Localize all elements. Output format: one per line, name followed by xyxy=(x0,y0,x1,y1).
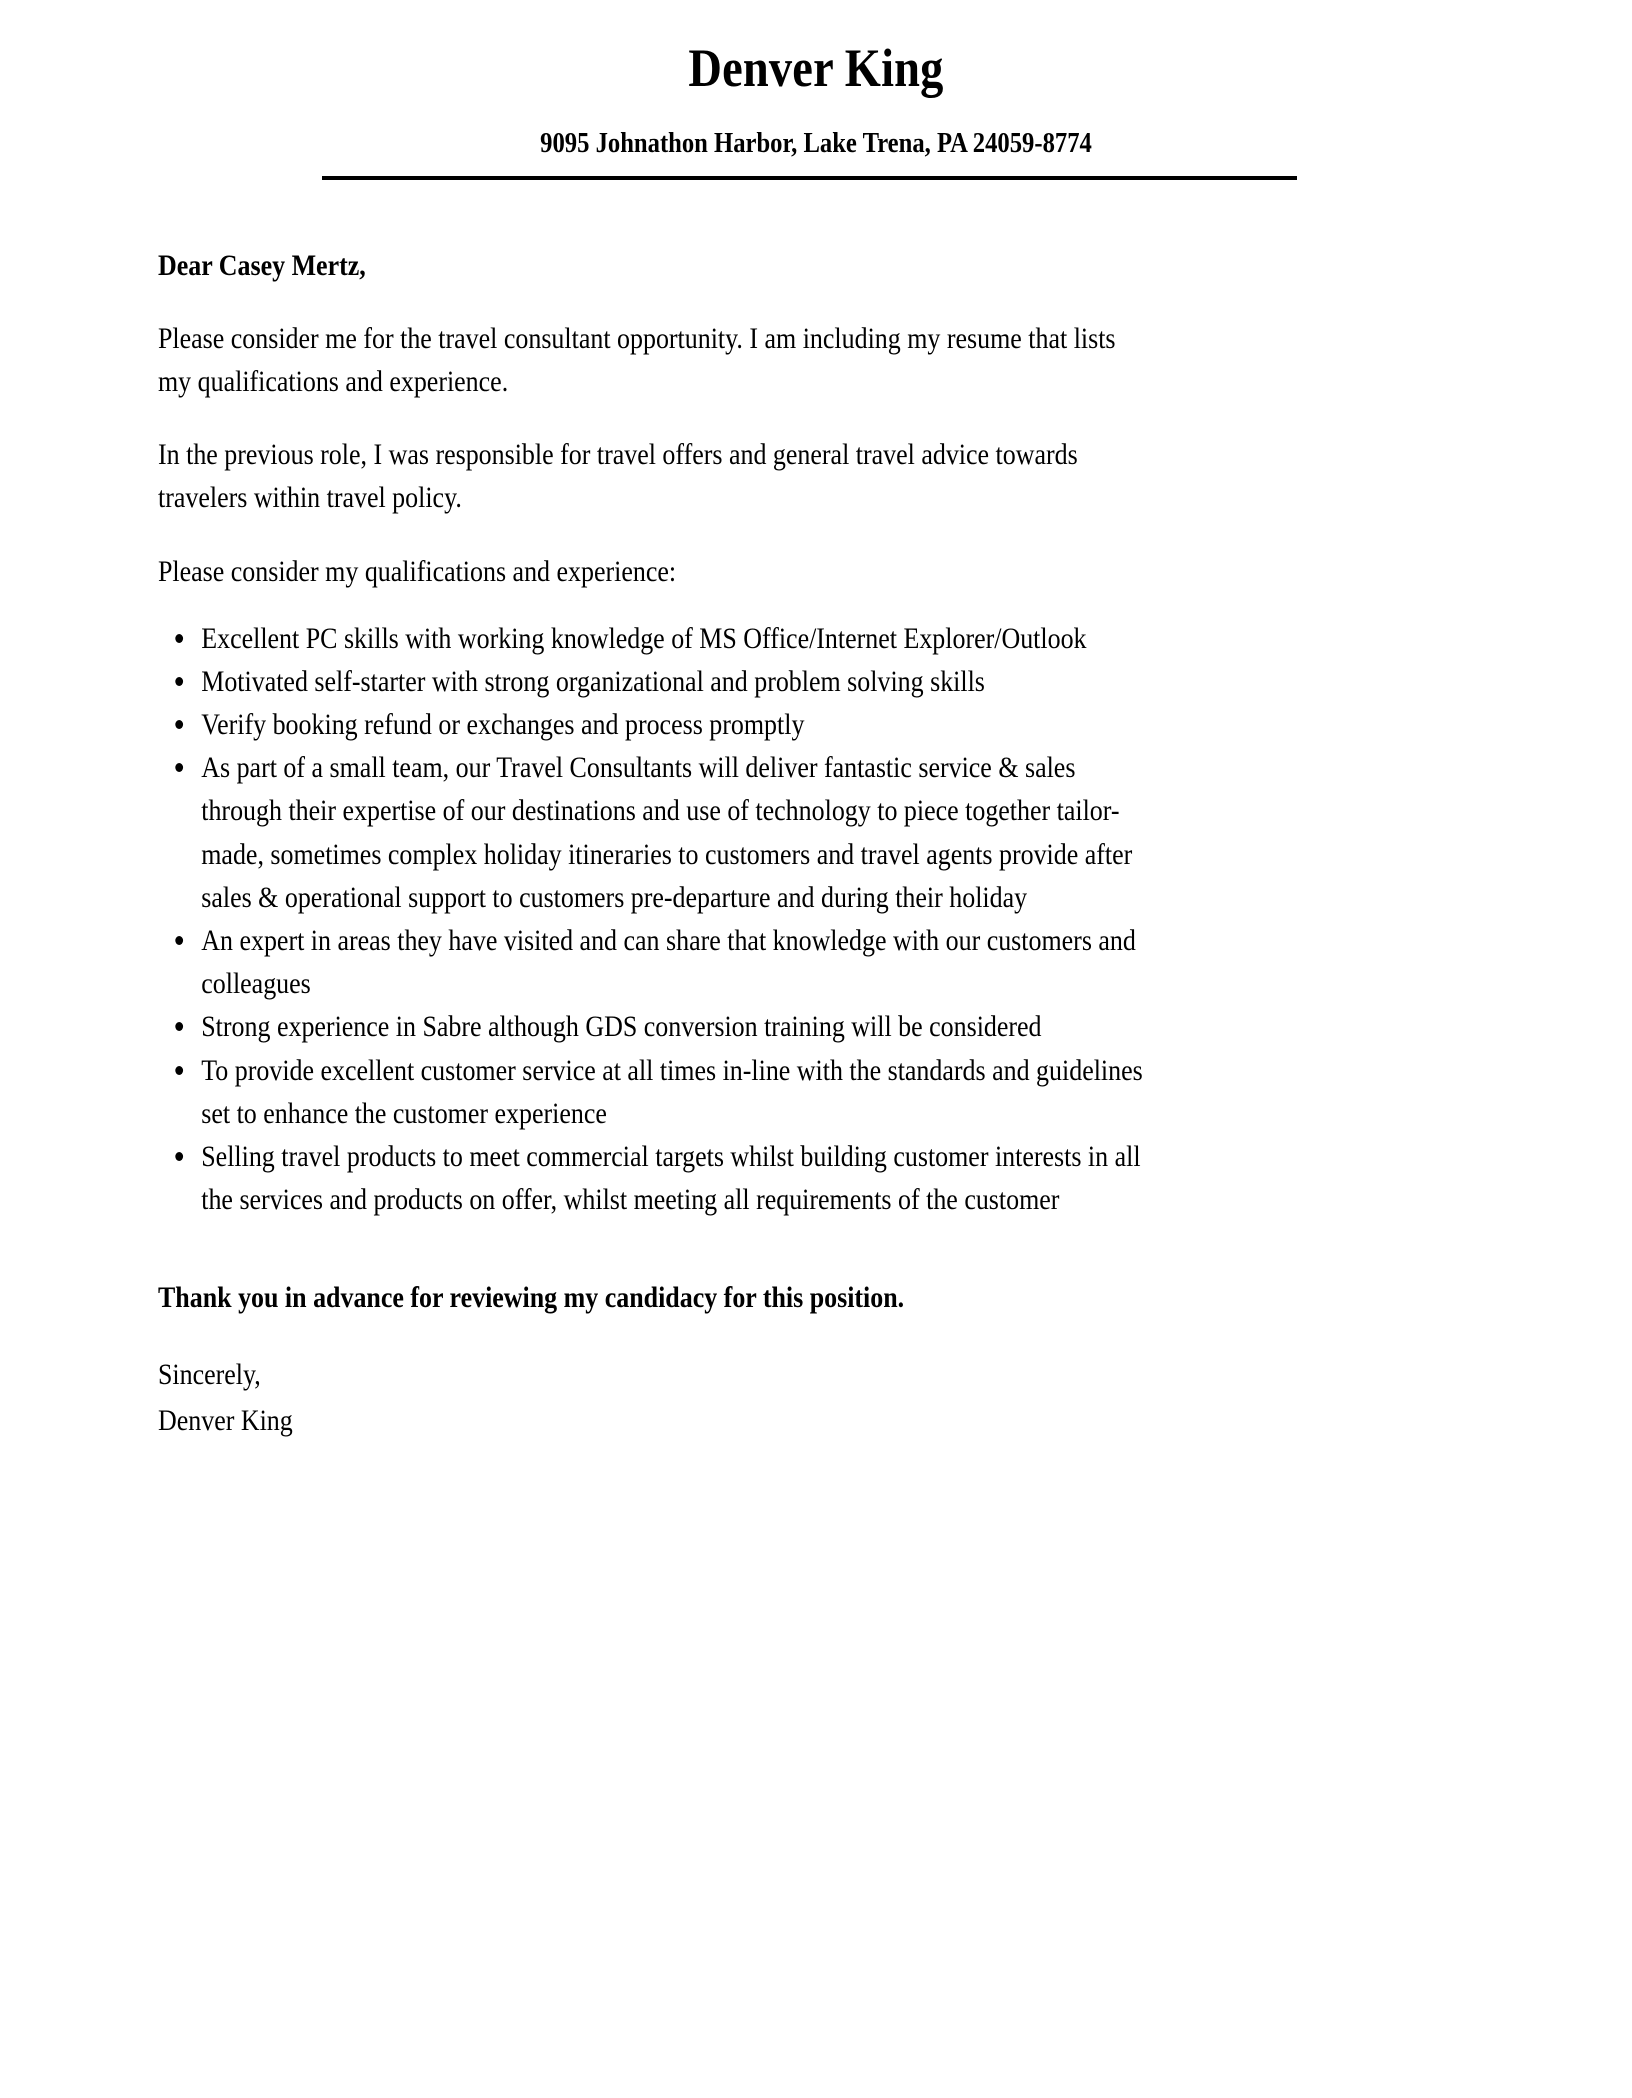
thank-you-line: Thank you in advance for reviewing my candidacy for this position. xyxy=(158,1281,905,1315)
body-paragraph-3: Please consider my qualifications and experience: xyxy=(158,554,677,588)
list-item xyxy=(158,1049,1149,1135)
bullet-dot-icon xyxy=(175,634,183,643)
letter-body xyxy=(146,180,1486,1442)
applicant-address: 9095 Johnathon Harbor, Lake Trena, PA 24059-8774 xyxy=(540,127,1092,159)
letterhead xyxy=(0,0,1632,180)
bullet-dot-icon xyxy=(175,720,183,729)
bullet-dot-icon xyxy=(175,1022,183,1031)
page-title: Denver King xyxy=(688,38,944,98)
list-item xyxy=(158,660,1149,703)
bullet-dot-icon xyxy=(175,1152,183,1161)
list-item xyxy=(158,703,1149,746)
bullet-dot-icon xyxy=(175,936,183,945)
bullet-dot-icon xyxy=(175,1066,183,1075)
list-item-label: Verify booking refund or exchanges and process promptly xyxy=(201,708,805,742)
signoff-name: Denver King xyxy=(158,1403,293,1437)
list-item-label: As part of a small team, our Travel Consultants will deliver fantastic service & sales through their expertise of our destinations and use of technology to piece together tailor-made, sometimes complex holiday itineraries to customers and travel agents provide after sales & operational support to customers pre-departure and during their holiday xyxy=(201,751,1133,914)
signoff: Sincerely, xyxy=(158,1358,261,1392)
list-item-label: Strong experience in Sabre although GDS conversion training will be considered xyxy=(201,1010,1042,1044)
list-item xyxy=(158,1005,1149,1048)
list-item xyxy=(158,617,1149,660)
body-paragraph-1: Please consider me for the travel consultant opportunity. I am including my resume that lists my qualifications and experience. xyxy=(158,321,1116,398)
list-item-label: An expert in areas they have visited and can share that knowledge with our customers and colleagues xyxy=(201,924,1136,1001)
list-item xyxy=(158,746,1149,919)
bullet-dot-icon xyxy=(175,763,183,772)
list-item-label: Selling travel products to meet commercial targets whilst building customer interests in all the services and products on offer, whilst meeting all requirements of the customer xyxy=(201,1139,1141,1217)
list-item-label: Motivated self-starter with strong organizational and problem solving skills xyxy=(201,664,985,698)
list-item-label: To provide excellent customer service at all times in-line with the standards and guidelines set to enhance the customer experience xyxy=(201,1053,1143,1130)
list-item xyxy=(158,919,1149,1005)
salutation: Dear Casey Mertz, xyxy=(158,249,366,283)
body-paragraph-2: In the previous role, I was responsible for travel offers and general travel advice towards travelers within travel policy. xyxy=(158,438,1078,515)
list-item xyxy=(158,1135,1149,1221)
bullet-dot-icon xyxy=(175,677,183,686)
list-item-label: Excellent PC skills with working knowledge of MS Office/Internet Explorer/Outlook xyxy=(201,621,1087,655)
letter-body-content xyxy=(158,180,1149,1442)
qualifications-list xyxy=(158,593,1149,1222)
